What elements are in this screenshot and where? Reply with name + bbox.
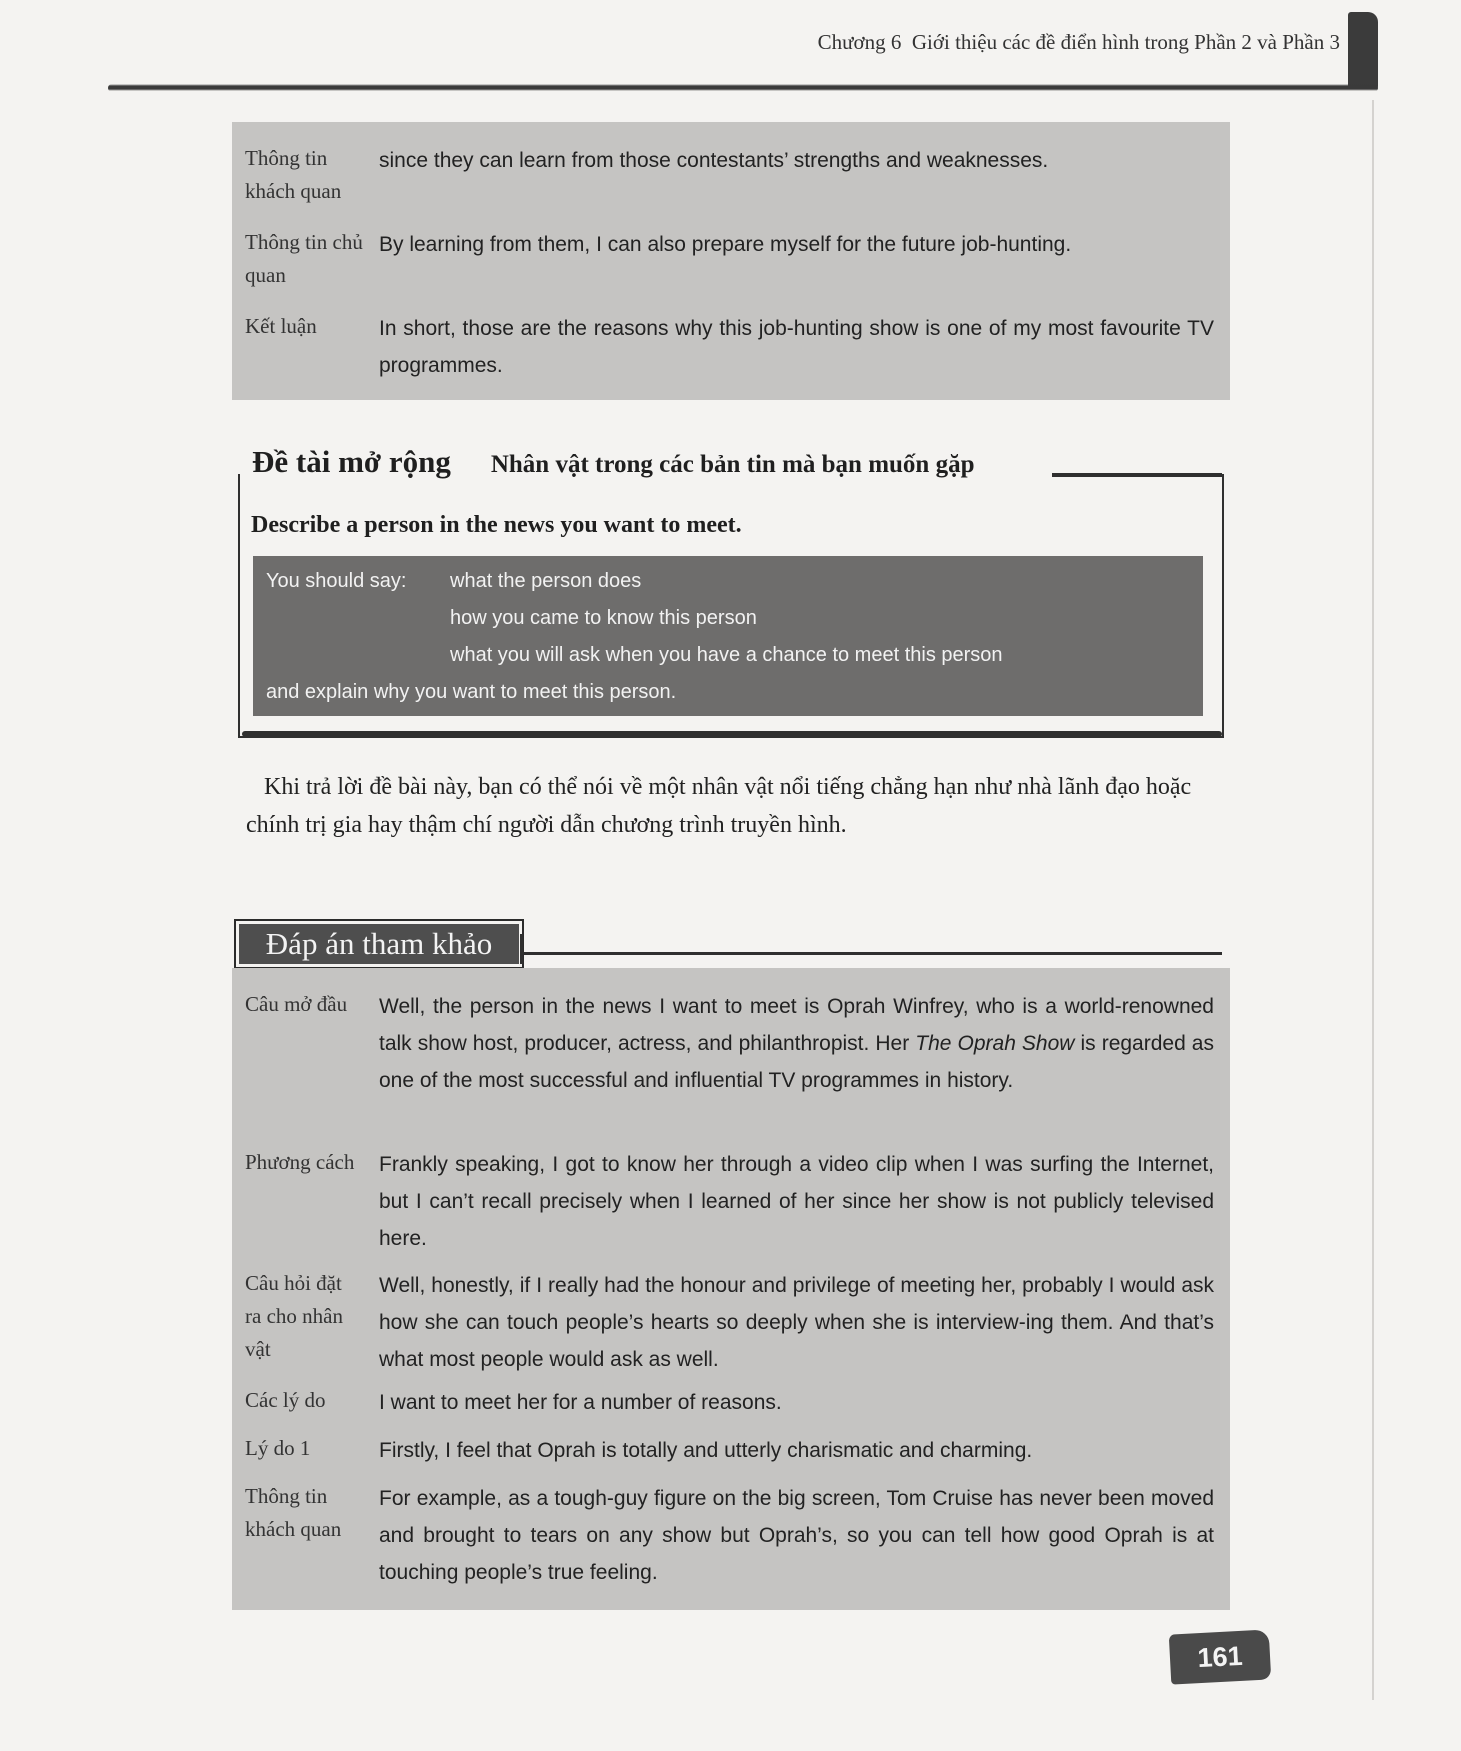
row-text: Frankly speaking, I got to know her through a video clip when I was surfing the Internet, but I can’t recall precisely when I learned of her since her show is not publicly televised here. [379, 1153, 1214, 1250]
intro-paragraph: Khi trả lời đề bài này, bạn có thể nói về một nhân vật nổi tiếng chẳng hạn như nhà lãnh đạo hoặc chính trị gia hay thậm chí người dẫn chương trình truyền hình. [246, 774, 1192, 838]
top-answer-table [232, 122, 1230, 400]
row-label: Thông tin khách quan [245, 146, 342, 203]
row-label: Câu hỏi đặt ra cho nhân vật [245, 1271, 343, 1361]
row-label: Câu mở đầu [245, 992, 348, 1016]
row-text: since they can learn from those contestants’ strengths and weaknesses. [379, 149, 1049, 172]
cue-explain: and explain why you want to meet this person. [266, 681, 677, 703]
should-say-label: You should say: [266, 570, 407, 592]
topic-label: Đề tài mở rộng [252, 444, 451, 479]
page-number: 161 [1169, 1629, 1271, 1684]
cue-point: how you came to know this person [450, 607, 757, 629]
row-text: Firstly, I feel that Oprah is totally and utterly charismatic and charming. [379, 1439, 1033, 1462]
row-text [379, 988, 1214, 1099]
chapter-title: Giới thiệu các đề điển hình trong Phần 2 và Phần 3 [911, 30, 1340, 54]
row-label: Thông tin chủ quan [245, 230, 363, 287]
row-label: Phương cách [245, 1150, 355, 1174]
answer-rule-tick [520, 934, 523, 964]
show-title: The Oprah Show [915, 1032, 1075, 1055]
cue-card [253, 556, 1203, 716]
topic-prompt: Describe a person in the news you want to meet. [251, 512, 742, 538]
answer-section-title: Đáp án tham khảo [234, 919, 524, 969]
topic-subtitle: Nhân vật trong các bản tin mà bạn muốn gặp [490, 451, 975, 478]
row-text: I want to meet her for a number of reasons. [379, 1391, 782, 1414]
chapter-tab-marker [1348, 12, 1378, 88]
cue-point: what you will ask when you have a chance to meet this person [450, 644, 1003, 666]
row-text: Well, honestly, if I really had the honour and privilege of meeting her, probably I would ask how she can touch people’s hearts so deeply when she is interview-ing them. And that’s what most people would ask as well. [379, 1274, 1214, 1371]
chapter-number: Chương 6 [817, 30, 902, 54]
row-label: Kết luận [245, 314, 317, 338]
topic-frame-bottom-rule [242, 731, 1222, 737]
row-text-part: is regarded as one of the most successful and influential TV programmes in history. [379, 1032, 1214, 1092]
answer-table [232, 968, 1230, 1610]
running-header [0, 30, 1340, 55]
answer-rule [522, 952, 1222, 955]
row-label: Các lý do [245, 1388, 326, 1412]
topic-frame-top-rule [1052, 473, 1222, 477]
cue-point: what the person does [450, 570, 642, 592]
row-text: In short, those are the reasons why this job-hunting show is one of my most favourite TV programmes. [379, 317, 1214, 377]
row-label: Thông tin khách quan [245, 1484, 342, 1541]
row-text: For example, as a tough-guy figure on the big screen, Tom Cruise has never been moved and brought to tears on any show but Oprah’s, so you can tell how good Oprah is at touching people’s true feeling. [379, 1487, 1214, 1584]
header-rule [108, 84, 1378, 92]
row-text: By learning from them, I can also prepare myself for the future job-hunting. [379, 233, 1072, 256]
row-text-part: Well, the person in the news I want to meet is Oprah Winfrey, who is a world-renowned talk show host, producer, actress, and philanthropist. Her [379, 995, 1214, 1055]
row-label: Lý do 1 [245, 1436, 311, 1460]
page-edge-line [1372, 100, 1374, 1700]
